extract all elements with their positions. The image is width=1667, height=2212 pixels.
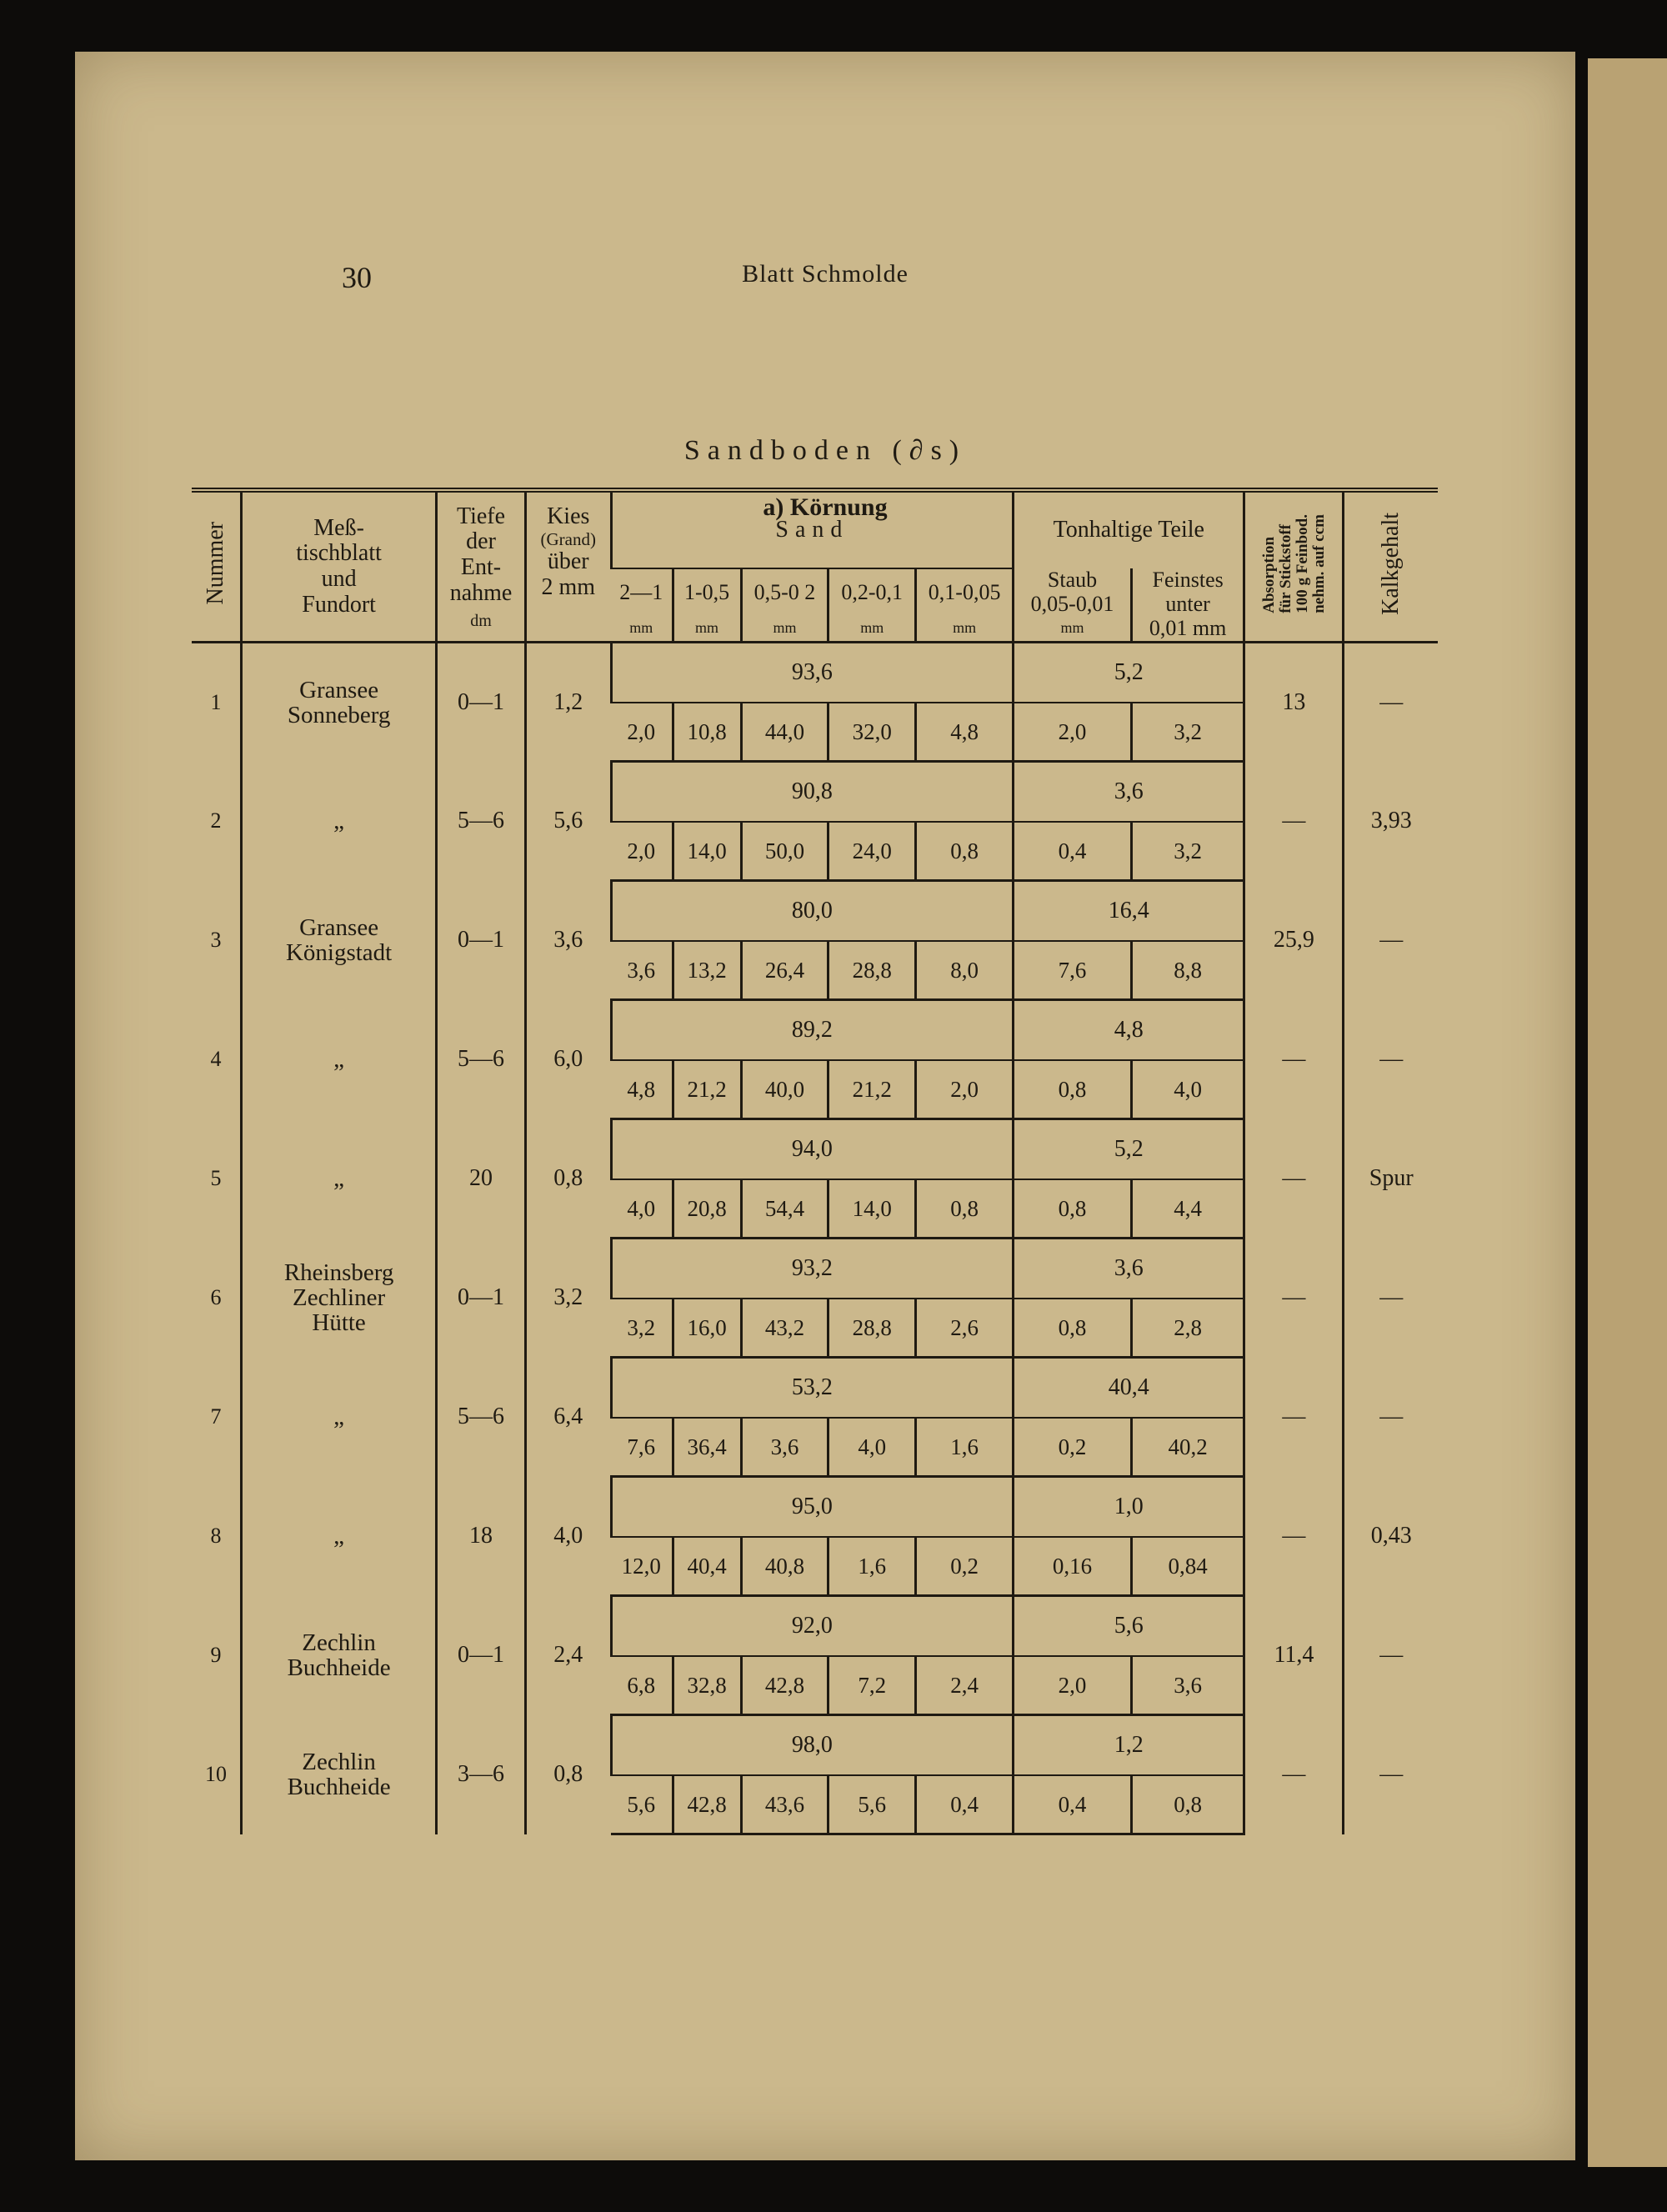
row-number: 3: [210, 928, 222, 953]
row-fundort: Gransee Königstadt: [242, 881, 437, 1000]
row-fundort: Zechlin Buchheide: [242, 1596, 437, 1715]
row-sand-fraction: 7,2: [828, 1656, 916, 1715]
row-absorption: —: [1244, 1239, 1344, 1358]
row-tiefe: 5—6: [437, 1358, 526, 1477]
row-sand-fraction: 4,0: [611, 1179, 673, 1239]
table-row: [192, 1477, 1438, 1538]
row-ton-total: 5,6: [1014, 1596, 1244, 1657]
header-absorption-line2: für Stickstoff: [1276, 523, 1294, 613]
row-sand-fraction: 20,8: [673, 1179, 741, 1239]
row-sand-fraction: 7,6: [611, 1418, 673, 1477]
row-sand-fraction: 40,0: [741, 1060, 828, 1119]
row-sand-fraction: 1,6: [916, 1418, 1014, 1477]
row-kalkgehalt: —: [1344, 1239, 1438, 1358]
row-ton-total: 16,4: [1014, 881, 1244, 942]
row-tiefe: 0—1: [437, 1239, 526, 1358]
grain-size-table: [192, 488, 1438, 1835]
header-absorption-line1: Absorption: [1259, 536, 1278, 613]
header-absorption-line3: 100 g Feinbod.: [1293, 513, 1311, 613]
row-sand-fraction: 16,0: [673, 1299, 741, 1358]
row-number: 8: [210, 1524, 222, 1549]
row-fundort: Zechlin Buchheide: [242, 1715, 437, 1834]
row-absorption: —: [1244, 1715, 1344, 1834]
header-sand-02-01: 0,2-0,1: [828, 568, 916, 616]
row-sand-fraction: 8,0: [916, 941, 1014, 1000]
row-sand-fraction: 42,8: [673, 1775, 741, 1834]
header-staub: [1014, 568, 1132, 616]
row-tiefe: 5—6: [437, 762, 526, 881]
row-sand-fraction: 32,0: [828, 703, 916, 762]
row-sand-total: 80,0: [611, 881, 1014, 942]
row-staub: 0,8: [1014, 1179, 1132, 1239]
row-sand-fraction: 2,0: [916, 1060, 1014, 1119]
row-kalkgehalt: —: [1344, 1000, 1438, 1119]
row-sand-fraction: 5,6: [828, 1775, 916, 1834]
table-row: [192, 1000, 1438, 1061]
header-kies: [525, 490, 611, 643]
row-sand-fraction: 4,8: [916, 703, 1014, 762]
table-body: [192, 643, 1438, 1834]
table-row: [192, 1119, 1438, 1180]
row-sand-fraction: 0,4: [916, 1775, 1014, 1834]
header-sand-2-1: 2—1: [619, 579, 663, 604]
row-kies: 6,4: [525, 1358, 611, 1477]
running-head: Blatt Schmolde: [742, 260, 909, 288]
row-kies: 5,6: [525, 762, 611, 881]
header-staub-range: 0,05-0,01: [1030, 591, 1114, 616]
row-tiefe: 0—1: [437, 1596, 526, 1715]
row-kalkgehalt: Spur: [1344, 1119, 1438, 1239]
row-number: 10: [205, 1762, 228, 1787]
header-sand-1-05: 1-0,5: [673, 568, 741, 616]
unit-mm: mm: [741, 616, 828, 643]
row-sand-fraction: 50,0: [741, 822, 828, 881]
header-sand: Sand: [611, 490, 1014, 568]
row-staub: 0,2: [1014, 1418, 1132, 1477]
row-sand-fraction: 5,6: [611, 1775, 673, 1834]
row-kies: 4,0: [525, 1477, 611, 1596]
row-sand-fraction: 4,0: [828, 1418, 916, 1477]
row-sand-fraction: 2,6: [916, 1299, 1014, 1358]
header-kalkgehalt: Kalkgehalt: [1344, 490, 1438, 643]
row-kalkgehalt: —: [1344, 1715, 1438, 1834]
row-feinstes: 3,2: [1131, 822, 1244, 881]
row-staub: 2,0: [1014, 703, 1132, 762]
row-feinstes: 0,84: [1131, 1537, 1244, 1596]
row-kies: 1,2: [525, 643, 611, 762]
header-staub-label: Staub: [1047, 568, 1098, 592]
row-absorption: 11,4: [1244, 1596, 1344, 1715]
row-ton-total: 1,2: [1014, 1715, 1244, 1776]
row-number: 9: [210, 1643, 222, 1668]
row-kalkgehalt: —: [1344, 881, 1438, 1000]
unit-mm: mm: [916, 616, 1014, 643]
row-sand-fraction: 4,8: [611, 1060, 673, 1119]
page-number: 30: [342, 261, 372, 294]
table-row: [192, 1358, 1438, 1419]
row-sand-total: 89,2: [611, 1000, 1014, 1061]
row-feinstes: 3,2: [1131, 703, 1244, 762]
header-kies-line4: 2 mm: [541, 573, 596, 600]
row-sand-fraction: 42,8: [741, 1656, 828, 1715]
row-sand-fraction: 44,0: [741, 703, 828, 762]
row-ton-total: 3,6: [1014, 762, 1244, 823]
row-kalkgehalt: 3,93: [1344, 762, 1438, 881]
row-number: 4: [210, 1047, 222, 1072]
row-tiefe: 3—6: [437, 1715, 526, 1834]
row-sand-fraction: 0,2: [916, 1537, 1014, 1596]
header-nummer: Nummer: [192, 490, 242, 643]
row-feinstes: 4,0: [1131, 1060, 1244, 1119]
row-sand-fraction: 2,0: [611, 822, 673, 881]
row-feinstes: 4,4: [1131, 1179, 1244, 1239]
header-messtischblatt: Meß- tischblatt und Fundort: [242, 490, 437, 643]
unit-mm: mm: [1014, 616, 1132, 643]
row-sand-fraction: 21,2: [673, 1060, 741, 1119]
row-ton-total: 40,4: [1014, 1358, 1244, 1419]
row-sand-fraction: 0,8: [916, 822, 1014, 881]
header-feinstes-label: Feinstes: [1152, 568, 1224, 592]
row-tiefe: 0—1: [437, 881, 526, 1000]
row-ton-total: 5,2: [1014, 643, 1244, 703]
header-kies-line3: über: [547, 548, 589, 574]
row-kalkgehalt: —: [1344, 643, 1438, 762]
row-absorption: —: [1244, 1477, 1344, 1596]
row-fundort: „: [242, 762, 437, 881]
row-ton-total: 1,0: [1014, 1477, 1244, 1538]
header-feinstes-unter: unter: [1165, 591, 1210, 616]
row-feinstes: 2,8: [1131, 1299, 1244, 1358]
row-staub: 0,4: [1014, 822, 1132, 881]
row-kies: 6,0: [525, 1000, 611, 1119]
row-sand-fraction: 1,6: [828, 1537, 916, 1596]
row-feinstes: 3,6: [1131, 1656, 1244, 1715]
table-title: Sandboden (∂s): [683, 435, 967, 466]
row-sand-fraction: 32,8: [673, 1656, 741, 1715]
row-absorption: —: [1244, 762, 1344, 881]
row-absorption: —: [1244, 1000, 1344, 1119]
row-staub: 0,4: [1014, 1775, 1132, 1834]
row-sand-fraction: 2,0: [611, 703, 673, 762]
row-absorption: 25,9: [1244, 881, 1344, 1000]
row-fundort: Gransee Sonneberg: [242, 643, 437, 762]
row-sand-fraction: 28,8: [828, 941, 916, 1000]
row-kalkgehalt: 0,43: [1344, 1477, 1438, 1596]
row-staub: 2,0: [1014, 1656, 1132, 1715]
table-row: [192, 1239, 1438, 1299]
row-kies: 0,8: [525, 1119, 611, 1239]
header-tiefe-label: Tiefe der Ent- nahme: [449, 503, 513, 606]
row-kies: 3,2: [525, 1239, 611, 1358]
row-sand-fraction: 54,4: [741, 1179, 828, 1239]
row-feinstes: 8,8: [1131, 941, 1244, 1000]
header-absorption: [1244, 490, 1344, 643]
table-row: [192, 1596, 1438, 1657]
row-tiefe: 0—1: [437, 643, 526, 762]
row-staub: 0,16: [1014, 1537, 1132, 1596]
row-fundort: „: [242, 1358, 437, 1477]
row-fundort: „: [242, 1119, 437, 1239]
row-sand-fraction: 40,8: [741, 1537, 828, 1596]
row-sand-fraction: 10,8: [673, 703, 741, 762]
header-kies-line2: (Grand): [540, 528, 596, 549]
header-tonhaltige-teile: Tonhaltige Teile: [1014, 490, 1244, 568]
facing-page-edge: [1588, 58, 1667, 2167]
row-sand-fraction: 6,8: [611, 1656, 673, 1715]
row-ton-total: 5,2: [1014, 1119, 1244, 1180]
row-sand-fraction: 0,8: [916, 1179, 1014, 1239]
row-number: 5: [210, 1166, 222, 1191]
row-sand-total: 94,0: [611, 1119, 1014, 1180]
row-sand-fraction: 24,0: [828, 822, 916, 881]
row-staub: 7,6: [1014, 941, 1132, 1000]
row-fundort: „: [242, 1477, 437, 1596]
row-sand-fraction: 14,0: [828, 1179, 916, 1239]
table-row: [192, 1715, 1438, 1776]
row-sand-total: 90,8: [611, 762, 1014, 823]
row-sand-fraction: 14,0: [673, 822, 741, 881]
row-staub: 0,8: [1014, 1299, 1132, 1358]
unit-mm: mm: [611, 616, 673, 643]
row-absorption: —: [1244, 1358, 1344, 1477]
row-absorption: 13: [1244, 643, 1344, 762]
row-sand-fraction: 2,4: [916, 1656, 1014, 1715]
row-tiefe: 20: [437, 1119, 526, 1239]
row-kalkgehalt: —: [1344, 1358, 1438, 1477]
unit-mm: mm: [673, 616, 741, 643]
row-sand-fraction: 13,2: [673, 941, 741, 1000]
row-sand-fraction: 3,2: [611, 1299, 673, 1358]
header-tiefe-unit: dm: [470, 611, 492, 630]
header-kies-line1: Kies: [547, 503, 590, 529]
row-sand-total: 92,0: [611, 1596, 1014, 1657]
row-number: 2: [210, 808, 222, 833]
row-number: 1: [210, 689, 222, 714]
header-sand-05-02: 0,5-0 2: [741, 568, 828, 616]
row-sand-fraction: 36,4: [673, 1418, 741, 1477]
row-ton-total: 4,8: [1014, 1000, 1244, 1061]
row-sand-fraction: 3,6: [611, 941, 673, 1000]
row-sand-total: 53,2: [611, 1358, 1014, 1419]
row-ton-total: 3,6: [1014, 1239, 1244, 1299]
row-fundort: „: [242, 1000, 437, 1119]
header-absorption-line4: nehm. auf ccm: [1309, 513, 1328, 613]
row-kies: 3,6: [525, 881, 611, 1000]
row-sand-fraction: 12,0: [611, 1537, 673, 1596]
row-absorption: —: [1244, 1119, 1344, 1239]
row-kies: 0,8: [525, 1715, 611, 1834]
row-number: 6: [210, 1285, 222, 1310]
unit-mm: mm: [828, 616, 916, 643]
row-sand-total: 98,0: [611, 1715, 1014, 1776]
table-row: [192, 881, 1438, 942]
row-sand-fraction: 28,8: [828, 1299, 916, 1358]
row-sand-total: 93,2: [611, 1239, 1014, 1299]
row-feinstes: 0,8: [1131, 1775, 1244, 1834]
row-sand-fraction: 40,4: [673, 1537, 741, 1596]
row-tiefe: 18: [437, 1477, 526, 1596]
row-staub: 0,8: [1014, 1060, 1132, 1119]
row-kies: 2,4: [525, 1596, 611, 1715]
header-feinstes: [1131, 568, 1244, 616]
row-sand-fraction: 26,4: [741, 941, 828, 1000]
row-kalkgehalt: —: [1344, 1596, 1438, 1715]
header-tiefe: [437, 490, 526, 643]
row-sand-total: 93,6: [611, 643, 1014, 703]
table-row: [192, 762, 1438, 823]
row-fundort: Rheinsberg Zechliner Hütte: [242, 1239, 437, 1358]
header-feinstes-range: 0,01 mm: [1131, 616, 1244, 643]
header-sand-01-005: 0,1-0,05: [916, 568, 1014, 616]
row-tiefe: 5—6: [437, 1000, 526, 1119]
row-number: 7: [210, 1404, 222, 1429]
row-sand-fraction: 43,6: [741, 1775, 828, 1834]
row-sand-fraction: 43,2: [741, 1299, 828, 1358]
table-row: [192, 643, 1438, 703]
row-sand-fraction: 3,6: [741, 1418, 828, 1477]
row-sand-fraction: 21,2: [828, 1060, 916, 1119]
row-sand-total: 95,0: [611, 1477, 1014, 1538]
row-feinstes: 40,2: [1131, 1418, 1244, 1477]
table-subtitle: a) Körnung: [763, 493, 888, 521]
